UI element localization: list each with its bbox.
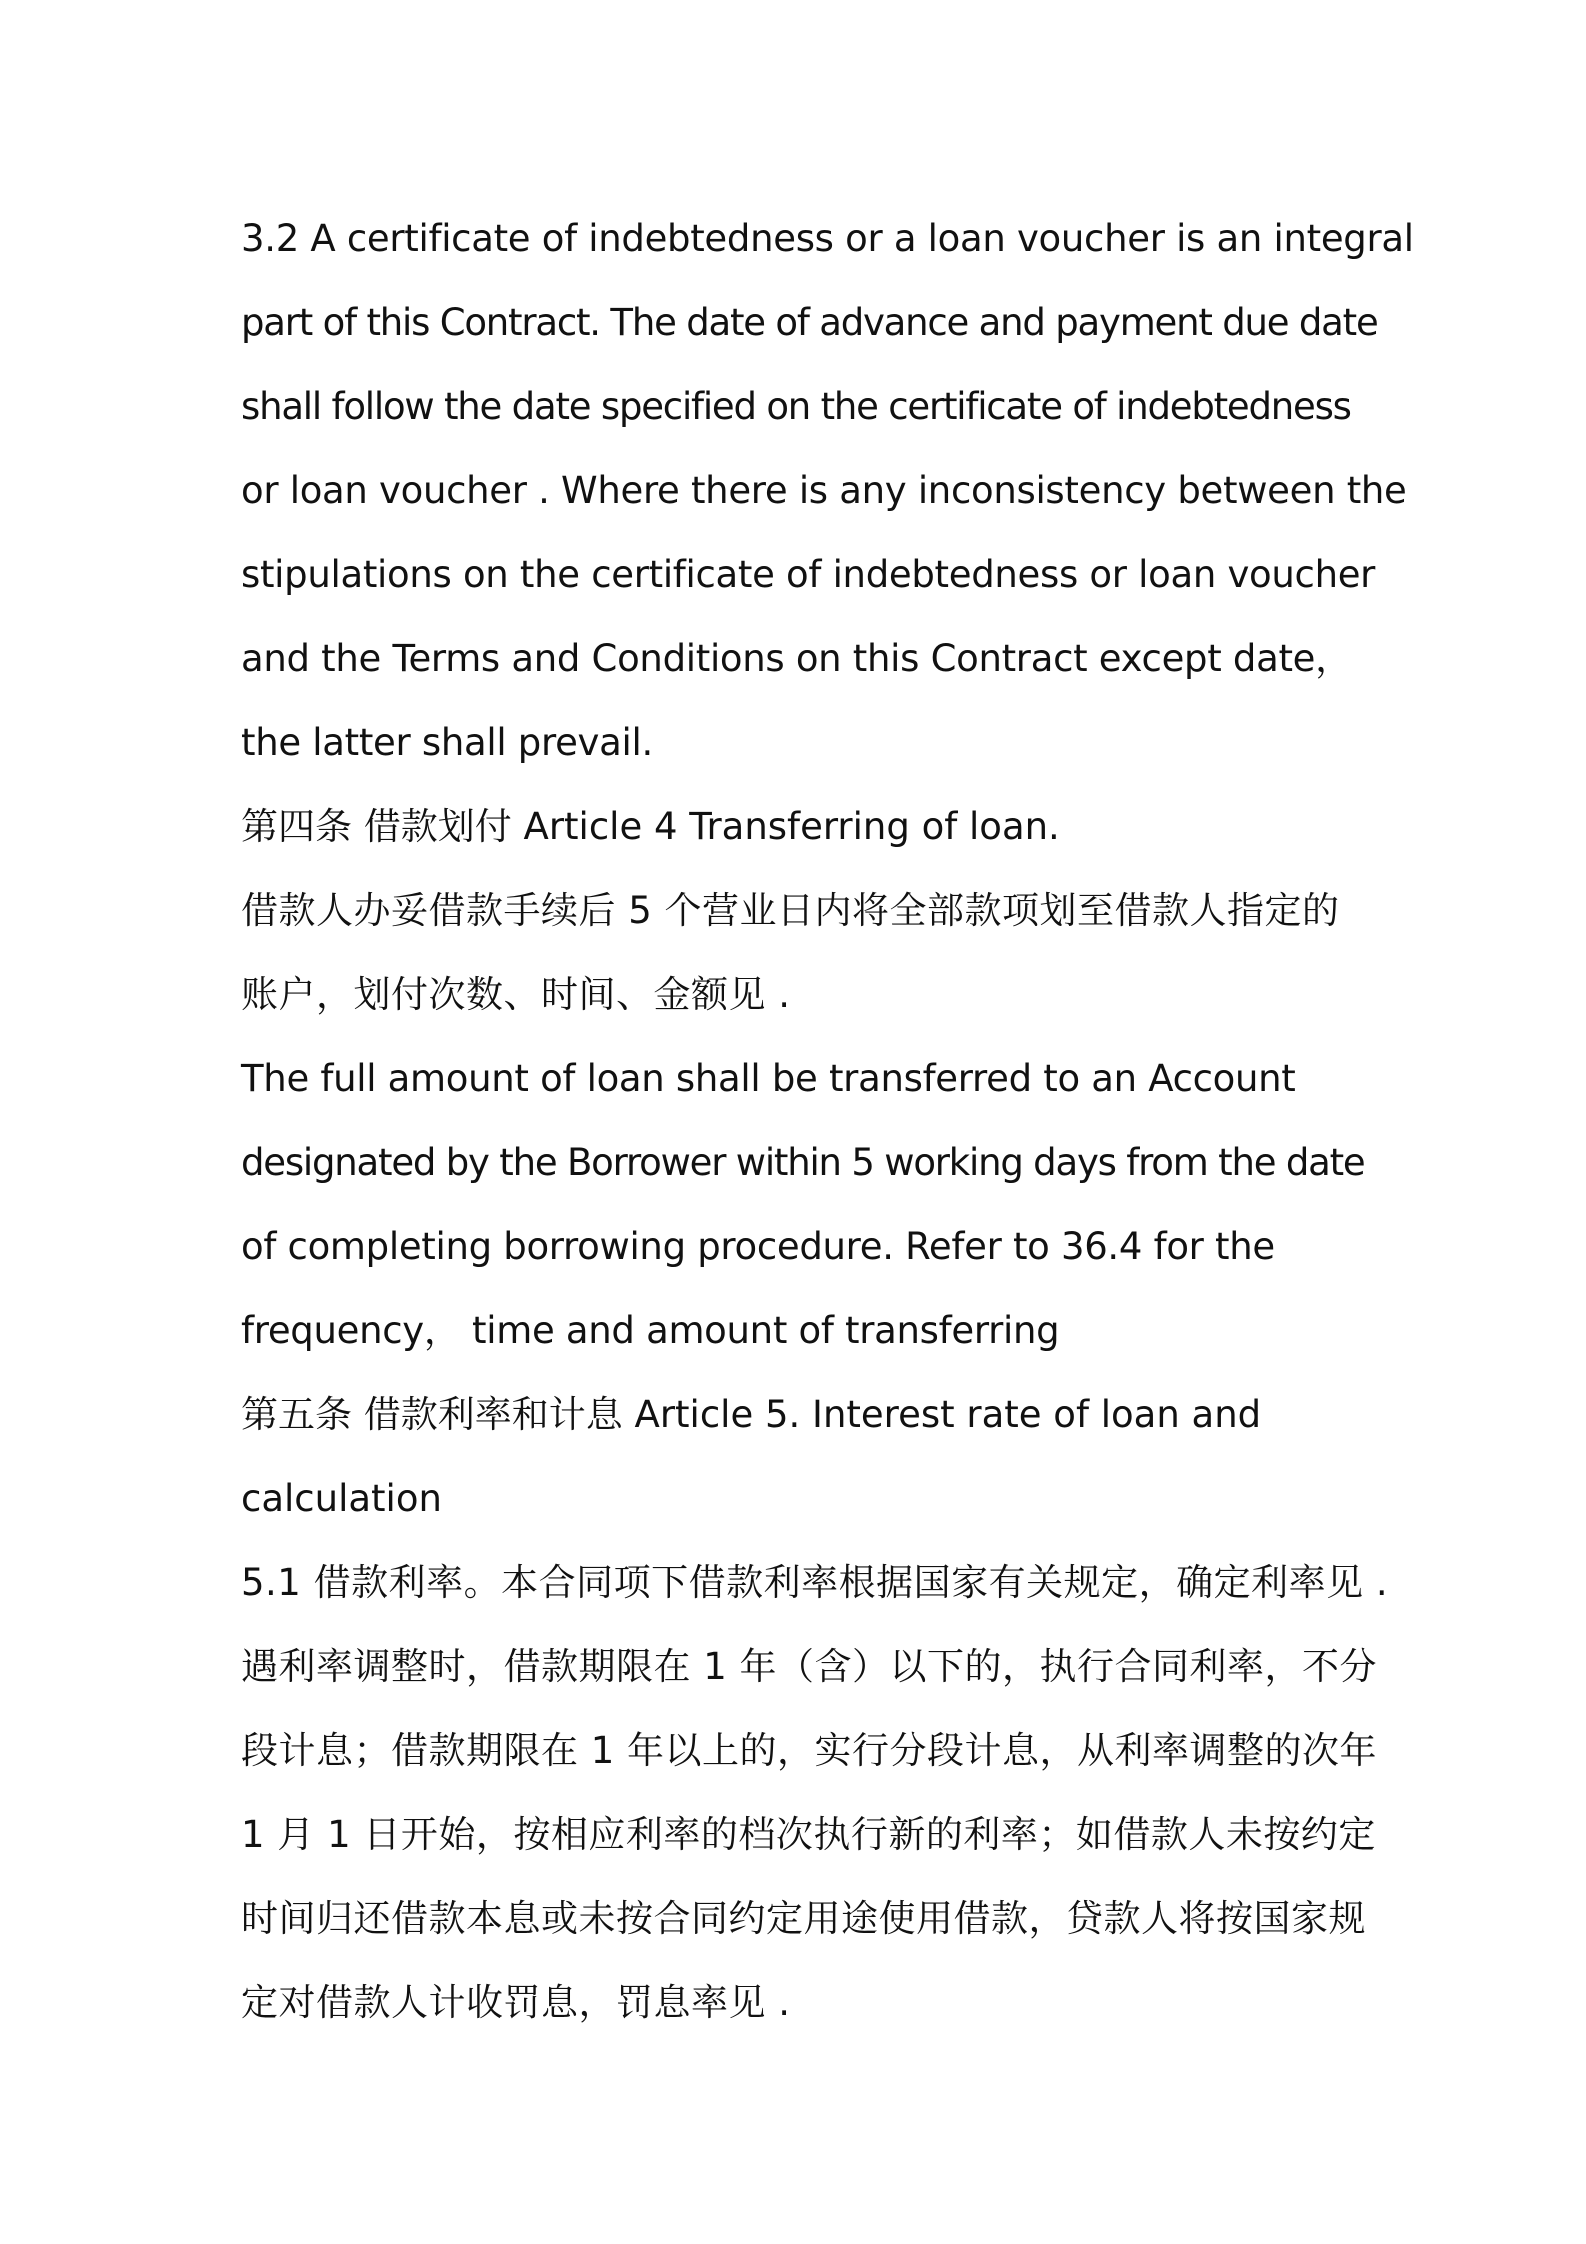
text-line: designated by the Borrower within 5 working days from the date (241, 1141, 1365, 1184)
text-line: of completing borrowing procedure. Refer to 36.4 for the (241, 1225, 1275, 1268)
text-line: 遇利率调整时，借款期限在 1 年（含）以下的，执行合同利率，不分 (241, 1645, 1378, 1688)
text-line: 定对借款人计收罚息，罚息率见 . (241, 1981, 791, 2024)
text-line: 1 月 1 日开始，按相应利率的档次执行新的利率；如借款人未按约定 (241, 1813, 1376, 1856)
text-line: 段计息；借款期限在 1 年以上的，实行分段计息，从利率调整的次年 (241, 1729, 1378, 1772)
article-4-chinese (241, 869, 1361, 1037)
text-line: and the Terms and Conditions on this Contract except date， (241, 637, 1352, 680)
text-line: part of this Contract. The date of advance and payment due date (241, 301, 1378, 344)
paragraph-5-1 (241, 1541, 1389, 2045)
article-4-english (241, 1037, 1365, 1373)
text-line: 时间归还借款本息或未按合同约定用途使用借款，贷款人将按国家规 (241, 1897, 1366, 1940)
article-5-heading (241, 1373, 1361, 1541)
heading-line: 第五条 借款利率和计息 Article 5. Interest rate of loan and (241, 1393, 1262, 1436)
text-line: 3.2 A certificate of indebtedness or a loan voucher is an integral (241, 217, 1414, 260)
paragraph-3-2 (241, 197, 1414, 785)
heading-line: calculation (241, 1477, 442, 1520)
text-line: the latter shall prevail. (241, 721, 653, 764)
text-line: 账户，划付次数、时间、金额见 . (241, 973, 791, 1016)
text-line: 借款人办妥借款手续后 5 个营业日内将全部款项划至借款人指定的 (241, 889, 1340, 932)
text-line: or loan voucher . Where there is any inconsistency between the (241, 469, 1407, 512)
text-line: frequency， time and amount of transferring (241, 1309, 1060, 1352)
text-line: stipulations on the certificate of indebtedness or loan voucher (241, 553, 1376, 596)
text-line: The full amount of loan shall be transferred to an Account (241, 1057, 1296, 1100)
article-4-heading: 第四条 借款划付 Article 4 Transferring of loan. (241, 805, 1060, 848)
text-line: shall follow the date specified on the certificate of indebtedness (241, 385, 1351, 428)
text-line: 5.1 借款利率。本合同项下借款利率根据国家有关规定，确定利率见 . (241, 1561, 1389, 1604)
document-body (241, 197, 1414, 2045)
